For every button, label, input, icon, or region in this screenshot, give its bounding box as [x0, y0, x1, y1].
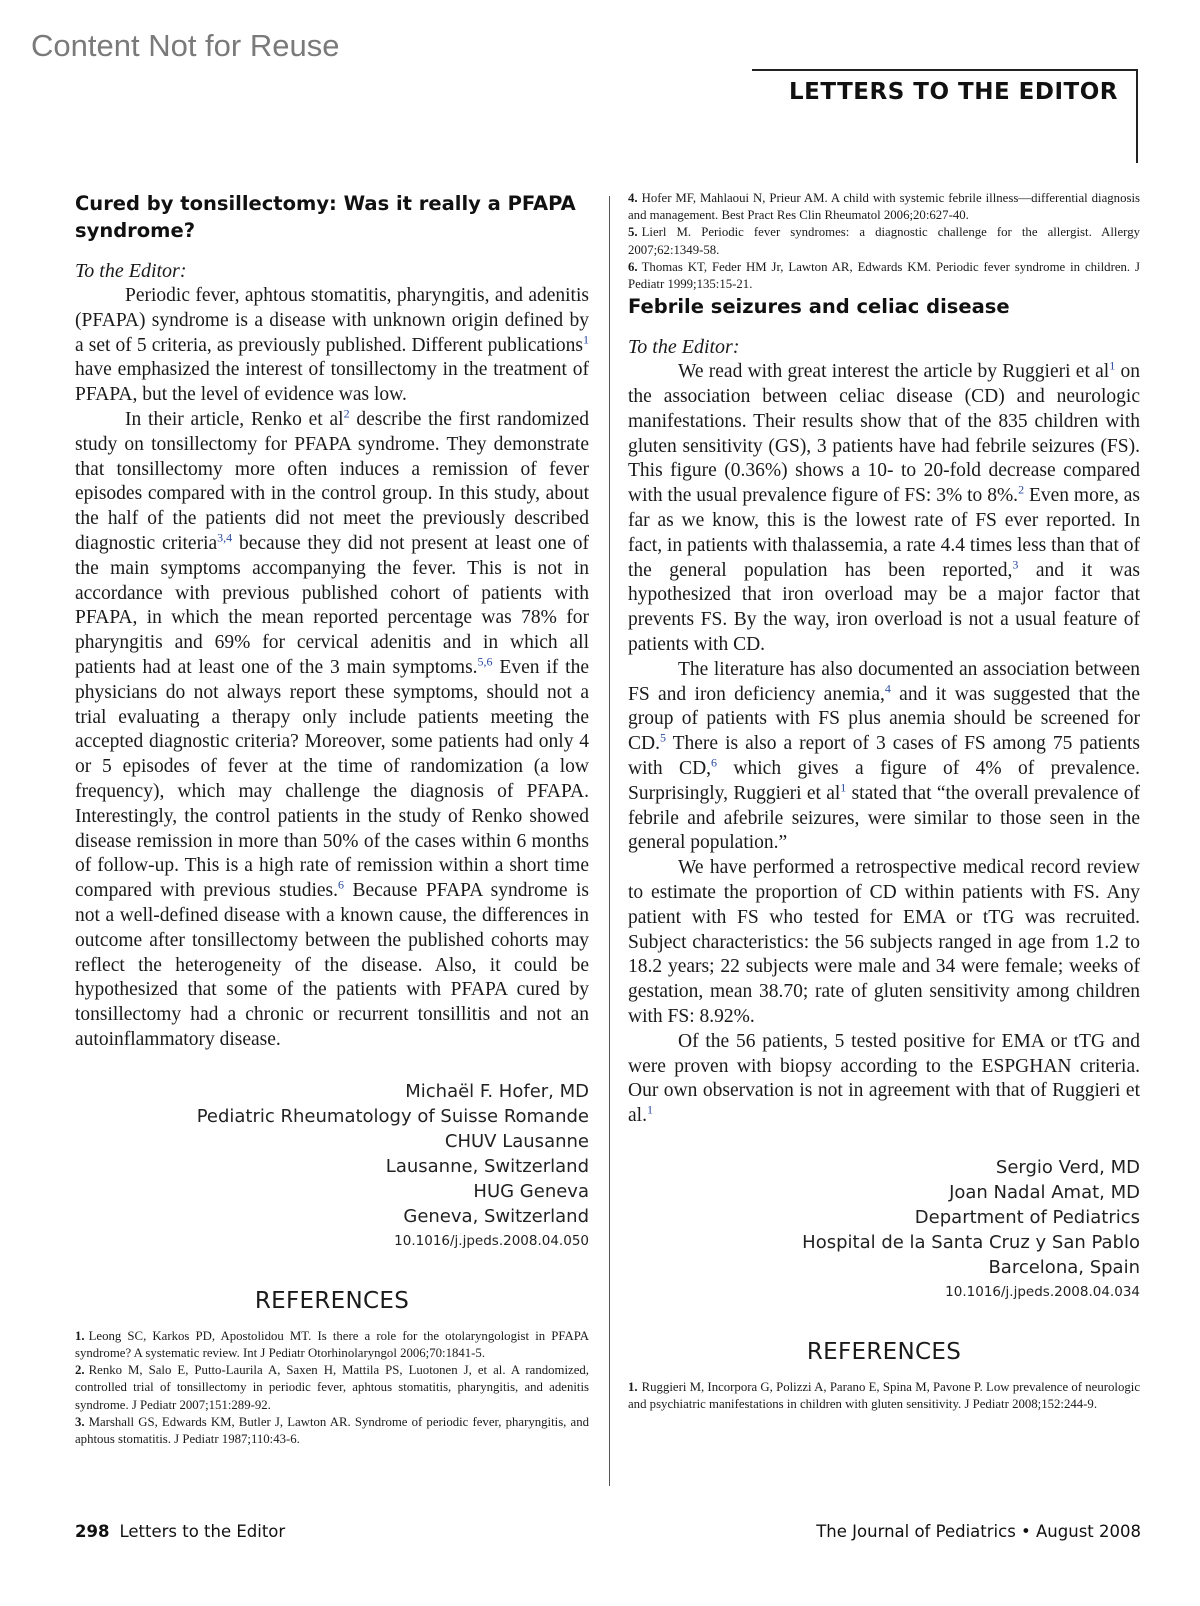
signature-line: Michaël F. Hofer, MD — [405, 1080, 589, 1102]
citation-superscript[interactable]: 4 — [884, 681, 891, 696]
citation-superscript[interactable]: 2 — [1018, 482, 1025, 497]
citation-superscript[interactable]: 1 — [583, 332, 589, 347]
reference-item: 4. Hofer MF, Mahlaoui N, Prieur AM. A child with systemic febrile illness—differential diagnosis and management. Best Pract Res Clin Rheumatol 2006;20:627-40. — [628, 191, 1140, 223]
reference-item: 6. Thomas KT, Feder HM Jr, Lawton AR, Edwards KM. Periodic fever syndrome in children. J Pediatr 1999;135:15-21. — [628, 259, 1140, 292]
author-signature — [628, 1155, 1140, 1305]
signature-line: HUG Geneva — [473, 1180, 589, 1202]
author-signature — [75, 1079, 589, 1254]
reference-list — [75, 1328, 589, 1448]
body-paragraph: The literature has also documented an association between FS and iron deficiency anemia,$^4$ and it was suggested that the group of patients with FS plus anemia should be screened for CD.$^5$ There is also a report of 3 cases of FS among 75 patients with CD,$^6$ which gives a figure of 4% of prevalence. Surprisingly, Ruggieri et al$^1$ stated that “the overall prevalence of febrile and afebrile seizures, were similar to those seen in the general population.” — [628, 658, 1141, 854]
journal-footer: The Journal of Pediatrics • August 2008 — [816, 1522, 1141, 1541]
body-paragraph: In their article, Renko et al$^2$ describe the first randomized study on tonsillectomy for PFAPA syndrome. They demonstrate that tonsillectomy more often induces a remission of fever episodes compared with in the control group. In this study, about the half of the patients did not meet the previously described diagnostic criteria$^{3,4}$ because they did not present at least one of the main symptoms accompanying the fever. This is not in accordance with previous published cohort of patients with PFAPA, in which the mean reported percentage was 78% for pharyngitis and 69% for cervical adenitis and in which all patients had at least one of the 3 main symptoms.$^{5,6}$ Even if the physicians do not always report these symptoms, should not a trial evaluating a therapy only include patients meeting the accepted diagnostic criteria? Moreover, some patients had only 4 or 5 episodes of fever at the time of randomization (a low frequency), which may challenge the diagnosis of PFAPA. Interestingly, the control patients in the study of Renko showed disease remission in more than 50% of the cases within 6 months of follow-up. This is a high rate of remission within a short time compared with previous studies.$^6$ Because PFAPA syndrome is not a well-defined disease with a known cause, the differences in outcome after tonsillectomy between the published cohorts may reflect the heterogeneity of the disease. Also, it could be hypothesized that some of the patients with PFAPA cured by tonsillectomy had a chronic or recurrent tonsillitis and not an autoinflammatory disease. — [75, 406, 590, 1050]
right-column — [628, 190, 1140, 1413]
signature-line: Pediatric Rheumatology of Suisse Romande — [196, 1105, 589, 1127]
body-paragraph: Periodic fever, aphtous stomatitis, pharyngitis, and adenitis (PFAPA) syndrome is a disease with unknown origin defined by a set of 5 criteria, as previously published. Different publications$^1$ have emphasized the interest of tonsillectomy in the treatment of PFAPA, but the level of evidence was low. — [75, 285, 589, 406]
references-heading: REFERENCES — [806, 1338, 962, 1365]
signature-line: Geneva, Switzerland — [403, 1205, 589, 1227]
reference-list-continued — [628, 190, 1140, 293]
citation-superscript[interactable]: 1 — [1109, 358, 1116, 373]
citation-superscript[interactable]: 6 — [711, 755, 718, 770]
page-footer-left — [75, 1522, 285, 1541]
section-header-label: LETTERS TO THE EDITOR — [789, 79, 1118, 105]
reference-item: 3. Marshall GS, Edwards KM, Butler J, Lawton AR. Syndrome of periodic fever, pharyngitis, and aphtous stomatitis. J Pediatr 1987;110:43-6. — [75, 1414, 589, 1446]
body-paragraph: We have performed a retrospective medical record review to estimate the proportion of CD within patients with FS. Any patient with FS who tested for EMA or tTG was recruited. Subject characteristics: the 56 subjects ranged in age from 1.2 to 18.2 years; 22 subjects were male and 34 were female; weeks of gestation, mean 38.70; rate of gluten sensitivity among children with FS: 8.92%. — [628, 857, 1140, 1027]
signature-line: CHUV Lausanne — [444, 1130, 589, 1152]
reference-list — [628, 1379, 1140, 1413]
section-header — [752, 69, 1138, 163]
salutation: To the Editor: — [75, 260, 187, 282]
signature-line: Lausanne, Switzerland — [385, 1155, 589, 1177]
body-paragraph: Of the 56 patients, 5 tested positive for EMA or tTG and were proven with biopsy according to the ESPGHAN criteria. Our own observation is not in agreement with that of Ruggieri et al.$^1$ — [628, 1030, 1140, 1127]
left-column — [75, 190, 589, 1448]
signature-line: Hospital de la Santa Cruz y San Pablo — [802, 1231, 1140, 1253]
signature-line: Sergio Verd, MD — [995, 1156, 1140, 1178]
letter-title: Cured by tonsillectomy: Was it really a PFAPA syndrome? — [75, 192, 576, 242]
citation-superscript[interactable]: 3 — [1012, 557, 1019, 572]
references-heading: REFERENCES — [254, 1287, 410, 1314]
column-divider — [609, 196, 610, 1486]
reference-item: 1. Leong SC, Karkos PD, Apostolidou MT. Is there a role for the otolaryngologist in PFAPA syndrome? A systematic review. Int J Pediatr Otorhinolaryngol 2006;70:1841-5. — [75, 1328, 589, 1360]
signature-line: Department of Pediatrics — [914, 1206, 1140, 1228]
citation-superscript[interactable]: 6 — [338, 877, 345, 892]
reference-item: 5. Lierl M. Periodic fever syndromes: a diagnostic challenge for the allergist. Allergy 2007;62:1349-58. — [628, 225, 1140, 257]
reference-item: 1. Ruggieri M, Incorpora G, Polizzi A, Parano E, Spina M, Pavone P. Low prevalence of neurologic and psychiatric manifestations in children with gluten sensitivity. J Pediatr 2008;152:244-9. — [628, 1379, 1140, 1412]
body-paragraph: We read with great interest the article by Ruggieri et al$^1$ on the association between celiac disease (CD) and neurologic manifestations. Their results show that of the 835 children with gluten sensitivity (GS), 3 patients have had febrile seizures (FS). This figure (0.36%) shows a 10- to 20-fold decrease compared with the usual prevalence figure of FS: 3% to 8%.$^2$ Even more, as far as we know, this is the lowest rate of FS ever reported. In fact, in patients with thalassemia, a rate 4.4 times less than that of the general population has been reported,$^3$ and it was hypothesized that iron overload may be a major factor that prevents FS. By the way, iron overload is not a usual feature of patients with CD. — [628, 358, 1141, 655]
letter-title: Febrile seizures and celiac disease — [628, 295, 1010, 319]
signature-line: Barcelona, Spain — [988, 1256, 1140, 1278]
signature-line: Joan Nadal Amat, MD — [949, 1181, 1140, 1203]
watermark-text: Content Not for Reuse — [31, 28, 340, 63]
footer-section: Letters to the Editor — [119, 1522, 286, 1541]
citation-superscript[interactable]: 5 — [659, 730, 666, 745]
citation-superscript[interactable]: 3,4 — [217, 530, 233, 545]
page-number: 298 — [75, 1522, 110, 1541]
reference-item: 2. Renko M, Salo E, Putto-Laurila A, Saxen H, Mattila PS, Luotonen J, et al. A randomized, controlled trial of tonsillectomy in periodic fever, aphtous stomatitis, pharyngitis, and adenitis syndrome. J Pediatr 2007;151:289-92. — [75, 1363, 589, 1412]
citation-superscript[interactable]: 5,6 — [477, 654, 493, 669]
citation-superscript[interactable]: 2 — [343, 406, 350, 421]
salutation: To the Editor: — [628, 336, 740, 359]
citation-superscript[interactable]: 1 — [840, 780, 847, 795]
doi-link[interactable]: 10.1016/j.jpeds.2008.04.050 — [394, 1232, 589, 1249]
citation-superscript[interactable]: 1 — [646, 1102, 653, 1117]
doi-link[interactable]: 10.1016/j.jpeds.2008.04.034 — [945, 1283, 1140, 1300]
